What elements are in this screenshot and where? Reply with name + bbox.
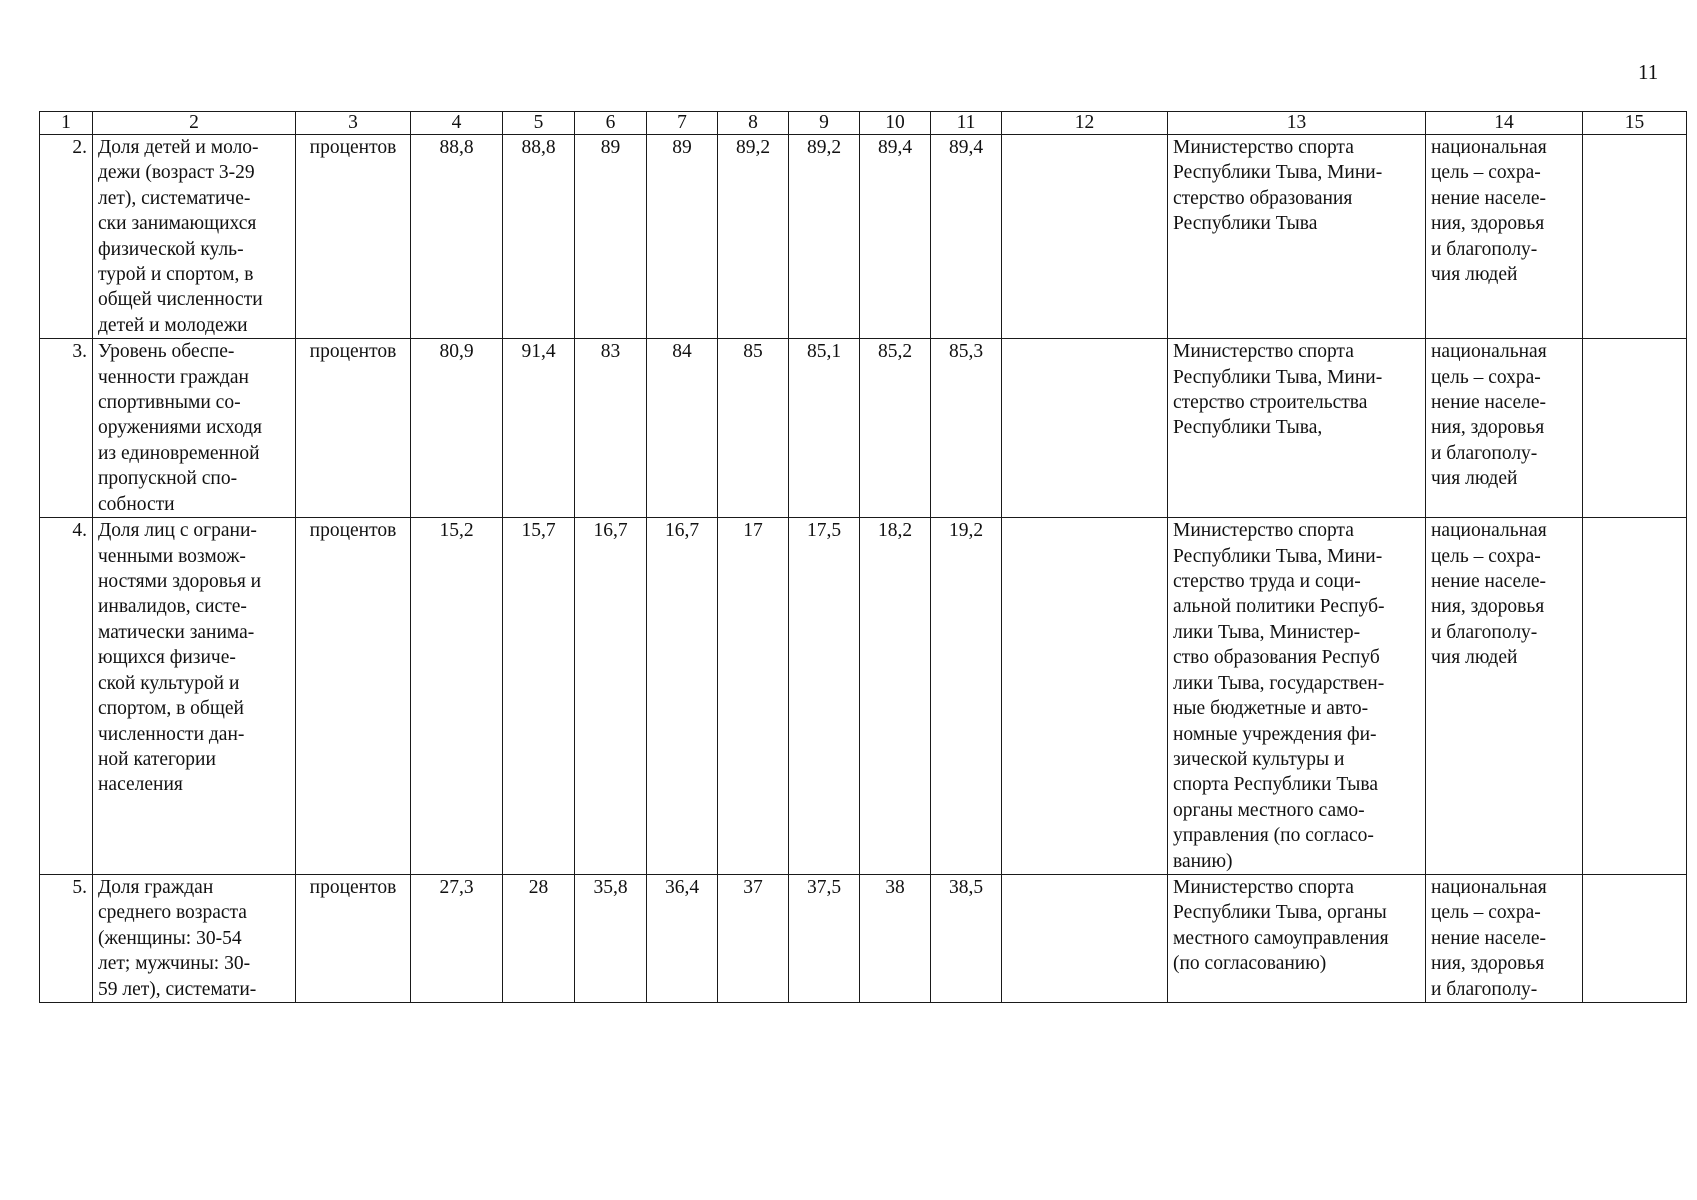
value-cell: 89,2 [718, 135, 789, 339]
header-row [40, 112, 1687, 135]
column-header: 8 [718, 112, 789, 135]
empty-cell [1002, 874, 1168, 1002]
table-row [40, 518, 1687, 875]
empty-cell [1583, 339, 1687, 518]
column-header: 5 [503, 112, 575, 135]
goal-cell: национальная цель – сохра- нение населе- ния, здоровья и благополу- [1426, 874, 1583, 1002]
empty-cell [1583, 135, 1687, 339]
row-number: 3. [40, 339, 93, 518]
page-number: 11 [1638, 60, 1659, 84]
responsible-cell: Министерство спорта Республики Тыва, органы местного самоуправления (по согласованию) [1168, 874, 1426, 1002]
column-header: 1 [40, 112, 93, 135]
value-cell: 37,5 [789, 874, 860, 1002]
value-cell: 28 [503, 874, 575, 1002]
column-header: 4 [411, 112, 503, 135]
column-header: 13 [1168, 112, 1426, 135]
table-row [40, 339, 1687, 518]
value-cell: 83 [575, 339, 647, 518]
column-header: 10 [860, 112, 931, 135]
column-header: 14 [1426, 112, 1583, 135]
value-cell: 16,7 [575, 518, 647, 875]
value-cell: 89,4 [931, 135, 1002, 339]
value-cell: 89 [647, 135, 718, 339]
value-cell: 85,2 [860, 339, 931, 518]
value-cell: 80,9 [411, 339, 503, 518]
responsible-cell: Министерство спорта Республики Тыва, Мини- стерство образования Республики Тыва [1168, 135, 1426, 339]
value-cell: 19,2 [931, 518, 1002, 875]
column-header: 3 [296, 112, 411, 135]
value-cell: 88,8 [503, 135, 575, 339]
value-cell: 37 [718, 874, 789, 1002]
unit-cell: процентов [296, 339, 411, 518]
row-number: 4. [40, 518, 93, 875]
value-cell: 15,2 [411, 518, 503, 875]
goal-cell: национальная цель – сохра- нение населе- ния, здоровья и благополу- чия людей [1426, 339, 1583, 518]
row-number: 5. [40, 874, 93, 1002]
value-cell: 38,5 [931, 874, 1002, 1002]
value-cell: 89,4 [860, 135, 931, 339]
empty-cell [1002, 135, 1168, 339]
value-cell: 17 [718, 518, 789, 875]
table-row [40, 874, 1687, 1002]
value-cell: 38 [860, 874, 931, 1002]
column-header: 2 [93, 112, 296, 135]
column-header: 9 [789, 112, 860, 135]
row-number: 2. [40, 135, 93, 339]
indicator-name: Уровень обеспе- ченности граждан спортивными со- оружениями исходя из единовременной пропускной спо- собности [93, 339, 296, 518]
table-row [40, 135, 1687, 339]
unit-cell: процентов [296, 135, 411, 339]
responsible-cell: Министерство спорта Республики Тыва, Мини- стерство труда и соци- альной политики Респуб- лики Тыва, Министер- ство образования Респуб лики Тыва, государствен- ные бюджетные и авто- номные учреждения фи- зической культуры и спорта Республики Тыва органы местного само- управления (по согласо- ванию) [1168, 518, 1426, 875]
goal-cell: национальная цель – сохра- нение населе- ния, здоровья и благополу- чия людей [1426, 518, 1583, 875]
value-cell: 84 [647, 339, 718, 518]
indicators-table [39, 111, 1687, 1003]
column-header: 6 [575, 112, 647, 135]
value-cell: 85 [718, 339, 789, 518]
indicator-name: Доля детей и моло- дежи (возраст 3-29 лет), систематиче- ски занимающихся физической куль- турой и спортом, в общей численности детей и молодежи [93, 135, 296, 339]
value-cell: 17,5 [789, 518, 860, 875]
value-cell: 27,3 [411, 874, 503, 1002]
unit-cell: процентов [296, 518, 411, 875]
value-cell: 85,1 [789, 339, 860, 518]
empty-cell [1002, 518, 1168, 875]
value-cell: 88,8 [411, 135, 503, 339]
column-header: 11 [931, 112, 1002, 135]
column-header: 7 [647, 112, 718, 135]
indicator-name: Доля лиц с ограни- ченными возмож- ностями здоровья и инвалидов, систе- матически занима- ющихся физиче- ской культурой и спортом, в общей численности дан- ной категории населения [93, 518, 296, 875]
column-header: 15 [1583, 112, 1687, 135]
value-cell: 89,2 [789, 135, 860, 339]
column-header: 12 [1002, 112, 1168, 135]
goal-cell: национальная цель – сохра- нение населе- ния, здоровья и благополу- чия людей [1426, 135, 1583, 339]
unit-cell: процентов [296, 874, 411, 1002]
indicator-name: Доля граждан среднего возраста (женщины: 30-54 лет; мужчины: 30- 59 лет), системати- [93, 874, 296, 1002]
empty-cell [1002, 339, 1168, 518]
value-cell: 16,7 [647, 518, 718, 875]
value-cell: 89 [575, 135, 647, 339]
value-cell: 15,7 [503, 518, 575, 875]
value-cell: 36,4 [647, 874, 718, 1002]
value-cell: 85,3 [931, 339, 1002, 518]
value-cell: 18,2 [860, 518, 931, 875]
responsible-cell: Министерство спорта Республики Тыва, Мини- стерство строительства Республики Тыва, [1168, 339, 1426, 518]
value-cell: 35,8 [575, 874, 647, 1002]
empty-cell [1583, 518, 1687, 875]
empty-cell [1583, 874, 1687, 1002]
value-cell: 91,4 [503, 339, 575, 518]
